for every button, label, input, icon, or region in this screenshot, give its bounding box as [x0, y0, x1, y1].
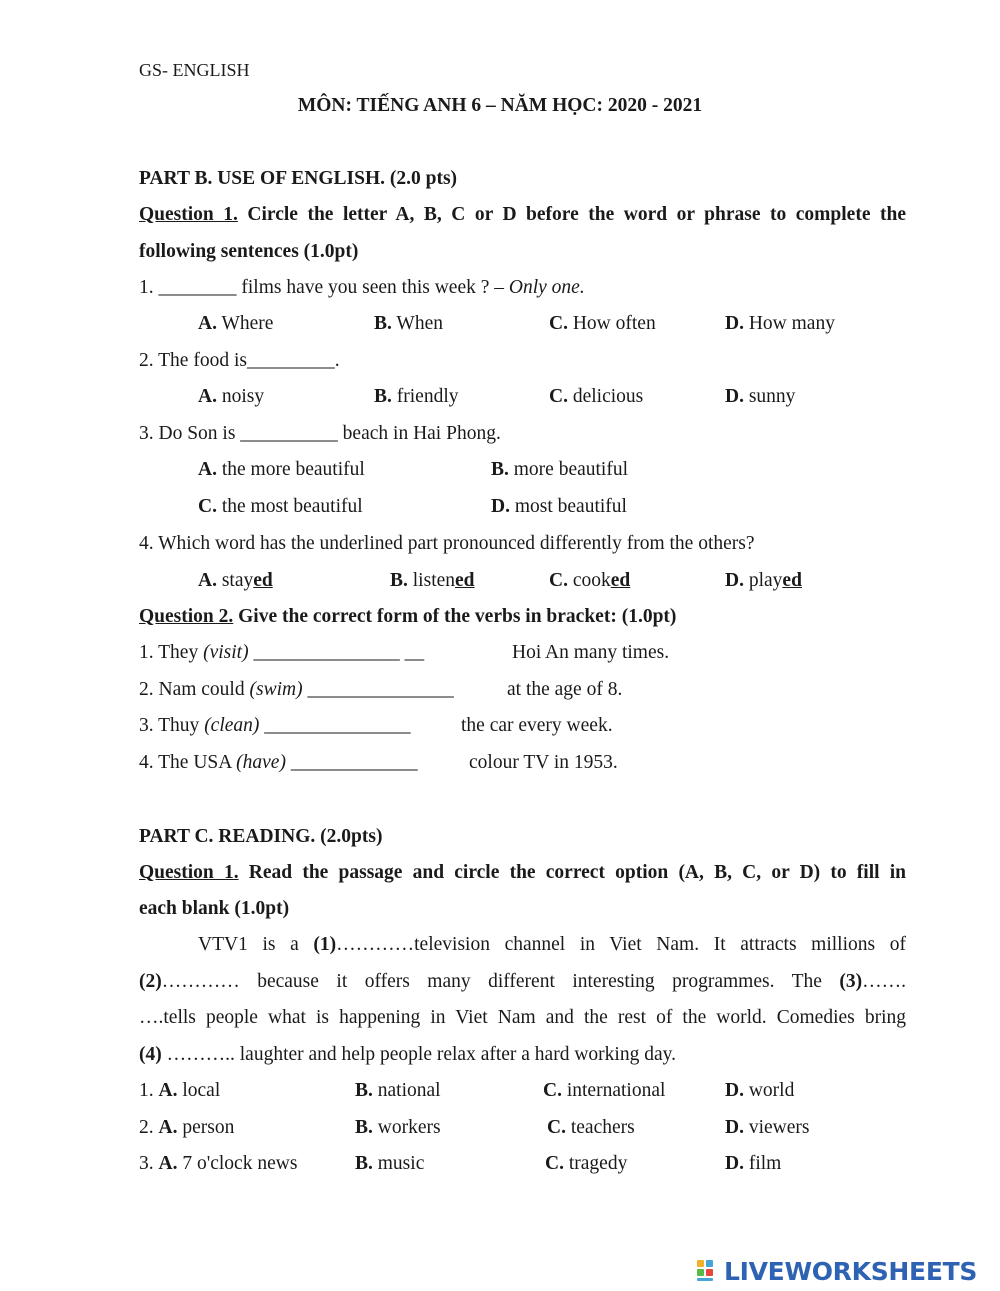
- option-d[interactable]: D. most beautiful: [491, 496, 627, 517]
- verb-item-1: 1. They (visit) _______________ __: [139, 642, 425, 663]
- school-label: GS- ENGLISH: [139, 60, 250, 80]
- option-c[interactable]: C. delicious: [549, 386, 644, 407]
- option-d[interactable]: D. film: [725, 1153, 782, 1174]
- answer-blank[interactable]: _______________ __: [248, 642, 425, 663]
- verb-item-4: 4. The USA (have) _____________: [139, 752, 418, 773]
- option-a[interactable]: 1. A. local: [139, 1080, 221, 1101]
- question-item-3: 3. Do Son is __________ beach in Hai Phong.: [139, 423, 501, 444]
- option-c[interactable]: C. cooked: [549, 570, 631, 591]
- option-b[interactable]: B. When: [374, 313, 443, 334]
- exam-title: MÔN: TIẾNG ANH 6 – NĂM HỌC: 2020 - 2021: [297, 95, 703, 116]
- option-b[interactable]: B. friendly: [374, 386, 459, 407]
- option-a[interactable]: A. the more beautiful: [198, 459, 365, 480]
- part-b-q1-instruction: [139, 203, 906, 227]
- option-d[interactable]: D. sunny: [725, 386, 796, 407]
- option-a[interactable]: A. Where: [198, 313, 274, 334]
- option-a[interactable]: A. stayed: [198, 570, 273, 591]
- answer-blank[interactable]: _______________: [259, 715, 411, 736]
- answer-blank[interactable]: _______________: [302, 679, 454, 700]
- part-b-heading: PART B. USE OF ENGLISH. (2.0 pts): [139, 168, 458, 189]
- instruction-text: Circle the letter A, B, C or D before the word or phrase to complete the: [237, 204, 906, 225]
- option-d[interactable]: D. played: [725, 570, 802, 591]
- passage-line-2: (2)………… because it offers many different interesting programmes. The (3)…….: [139, 971, 906, 992]
- question-item-4: 4. Which word has the underlined part pronounced differently from the others?: [139, 533, 755, 554]
- answer-blank[interactable]: _____________: [285, 752, 418, 773]
- question-label: Question 2.: [139, 606, 234, 627]
- part-c-heading: PART C. READING. (2.0pts): [139, 826, 383, 847]
- option-b[interactable]: B. music: [355, 1153, 425, 1174]
- verb-item-1-tail: Hoi An many times.: [512, 642, 670, 663]
- option-b[interactable]: B. workers: [355, 1117, 441, 1138]
- option-d[interactable]: D. viewers: [725, 1117, 810, 1138]
- option-d[interactable]: D. How many: [725, 313, 835, 334]
- option-c[interactable]: C. international: [543, 1080, 666, 1101]
- option-a[interactable]: 3. A. 7 o'clock news: [139, 1153, 298, 1174]
- option-c[interactable]: C. tragedy: [545, 1153, 628, 1174]
- passage-line-1: VTV1 is a (1)…………television channel in Viet Nam. It attracts millions of: [198, 934, 906, 955]
- question-label: Question 1.: [139, 862, 239, 883]
- verb-item-2-tail: at the age of 8.: [507, 679, 623, 700]
- passage-line-4: (4) ……….. laughter and help people relax after a hard working day.: [139, 1044, 676, 1065]
- verb-item-4-tail: colour TV in 1953.: [469, 752, 618, 773]
- option-b[interactable]: B. more beautiful: [491, 459, 629, 480]
- part-b-q1-instruction-cont: following sentences (1.0pt): [139, 241, 359, 262]
- option-c[interactable]: C. How often: [549, 313, 656, 334]
- question-item-1: 1. ________ films have you seen this week ? – Only one.: [139, 277, 585, 298]
- brand-name: LIVEWORKSHEETS: [724, 1256, 978, 1286]
- verb-item-3: 3. Thuy (clean) _______________: [139, 715, 411, 736]
- question-label: Question 1.: [139, 204, 238, 225]
- liveworksheets-logo[interactable]: [697, 1256, 977, 1286]
- option-b[interactable]: B. national: [355, 1080, 441, 1101]
- option-b[interactable]: B. listened: [390, 570, 475, 591]
- verb-item-3-tail: the car every week.: [461, 715, 613, 736]
- part-c-q1-instruction-cont: each blank (1.0pt): [139, 898, 290, 919]
- option-a[interactable]: A. noisy: [198, 386, 265, 407]
- option-d[interactable]: D. world: [725, 1080, 795, 1101]
- verb-item-2: 2. Nam could (swim) _______________: [139, 679, 454, 700]
- liveworksheets-logo-icon: [697, 1258, 721, 1284]
- option-a[interactable]: 2. A. person: [139, 1117, 235, 1138]
- part-c-q1-instruction: Question 1. Read the passage and circle the correct option (A, B, C, or D) to fill in: [139, 862, 906, 883]
- part-b-q2-instruction: Question 2. Give the correct form of the verbs in bracket: (1.0pt): [139, 606, 677, 627]
- passage-line-3: ….tells people what is happening in Viet Nam and the rest of the world. Comedies bring: [139, 1007, 906, 1028]
- option-c[interactable]: C. the most beautiful: [198, 496, 363, 517]
- question-item-2: 2. The food is_________.: [139, 350, 340, 371]
- option-c[interactable]: C. teachers: [547, 1117, 635, 1138]
